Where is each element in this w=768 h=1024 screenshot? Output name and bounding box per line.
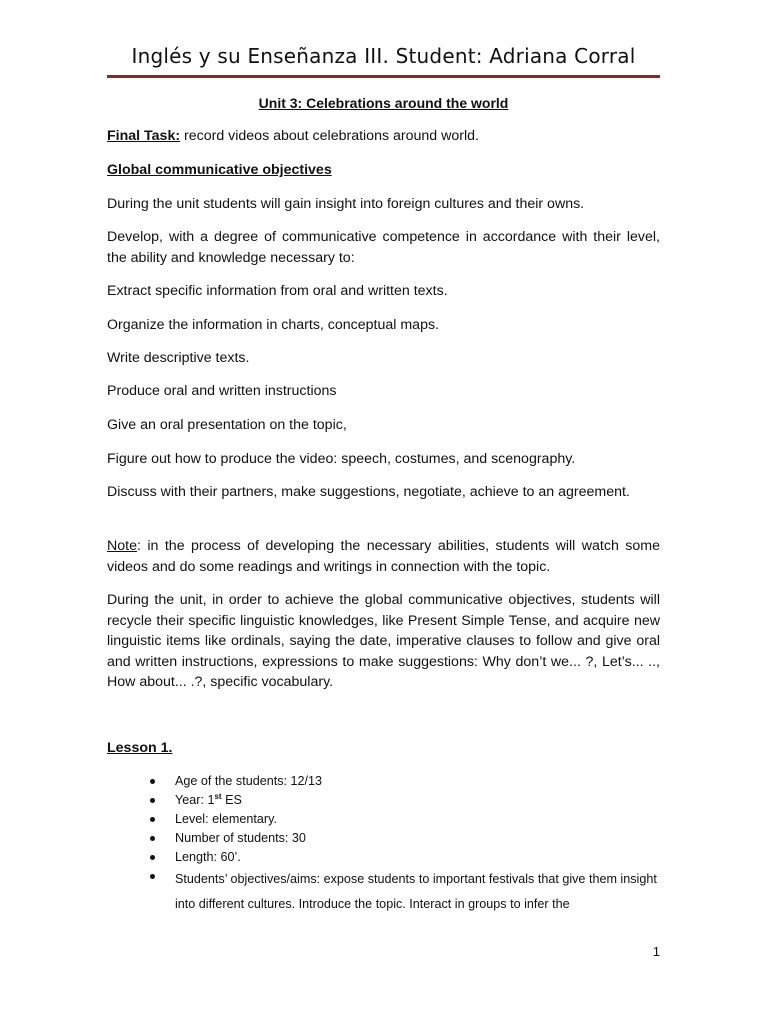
lesson-heading: Lesson 1. (107, 740, 173, 756)
paragraph-extract: Extract specific information from oral and written texts. (107, 283, 448, 299)
page-number: 1 (652, 944, 660, 959)
bullet-icon (150, 855, 155, 860)
paragraph-present: Give an oral presentation on the topic, (107, 417, 347, 433)
list-item: Age of the students: 12/13 (148, 772, 660, 791)
bullet-icon (150, 874, 155, 879)
list-item: Year: 1st ES (148, 791, 660, 810)
bullet-icon (150, 817, 155, 822)
paragraph-recycle: During the unit, in order to achieve the global communicative objectives, students will recycle their specific linguistic knowledges, like Present Simple Tense, and acquire new linguistic items like ordinals, saying the date, imperative clauses to follow and give oral and written instructions, expressions to make suggestions: Why don’t we... ?, Let’s... .., How about... .?, specific vocabulary. (107, 592, 660, 690)
paragraph-develop: Develop, with a degree of communicative competence in accordance with their level, the ability and knowledge necessary to: (107, 229, 660, 266)
objectives-heading: Global communicative objectives (107, 162, 332, 178)
final-task-paragraph (107, 126, 660, 147)
unit-title: Unit 3: Celebrations around the world (258, 95, 509, 111)
paragraph-write: Write descriptive texts. (107, 350, 250, 366)
note-paragraph (107, 536, 660, 577)
list-item: Students’ objectives/aims: expose students to important festivals that give them insight into different cultures. Introduce the topic. Interact in groups to infer the (148, 867, 660, 917)
list-item: Level: elementary. (148, 810, 660, 829)
list-item: Length: 60’. (148, 848, 660, 867)
lesson-heading-paragraph (107, 738, 660, 759)
paragraph-produce: Produce oral and written instructions (107, 383, 337, 399)
list-item: Number of students: 30 (148, 829, 660, 848)
header-divider (107, 75, 660, 78)
paragraph-figure-out: Figure out how to produce the video: speech, costumes, and scenography. (107, 451, 576, 467)
final-task-label: Final Task: (107, 128, 181, 144)
lesson-details-list (148, 772, 660, 917)
bullet-icon (150, 798, 155, 803)
note-label: Note (107, 538, 137, 554)
page-header-title: Inglés y su Enseñanza III. Student: Adriana Corral (131, 44, 636, 68)
final-task-text: record videos about celebrations around world. (180, 128, 479, 144)
paragraph-organize: Organize the information in charts, conceptual maps. (107, 317, 439, 333)
bullet-icon (150, 779, 155, 784)
paragraph-discuss: Discuss with their partners, make suggestions, negotiate, achieve to an agreement. (107, 484, 630, 500)
bullet-icon (150, 836, 155, 841)
note-text: : in the process of developing the necessary abilities, students will watch some videos and do some readings and writings in connection with the topic. (107, 538, 660, 575)
objectives-heading-paragraph (107, 160, 660, 181)
paragraph-insight: During the unit students will gain insight into foreign cultures and their owns. (107, 196, 585, 212)
